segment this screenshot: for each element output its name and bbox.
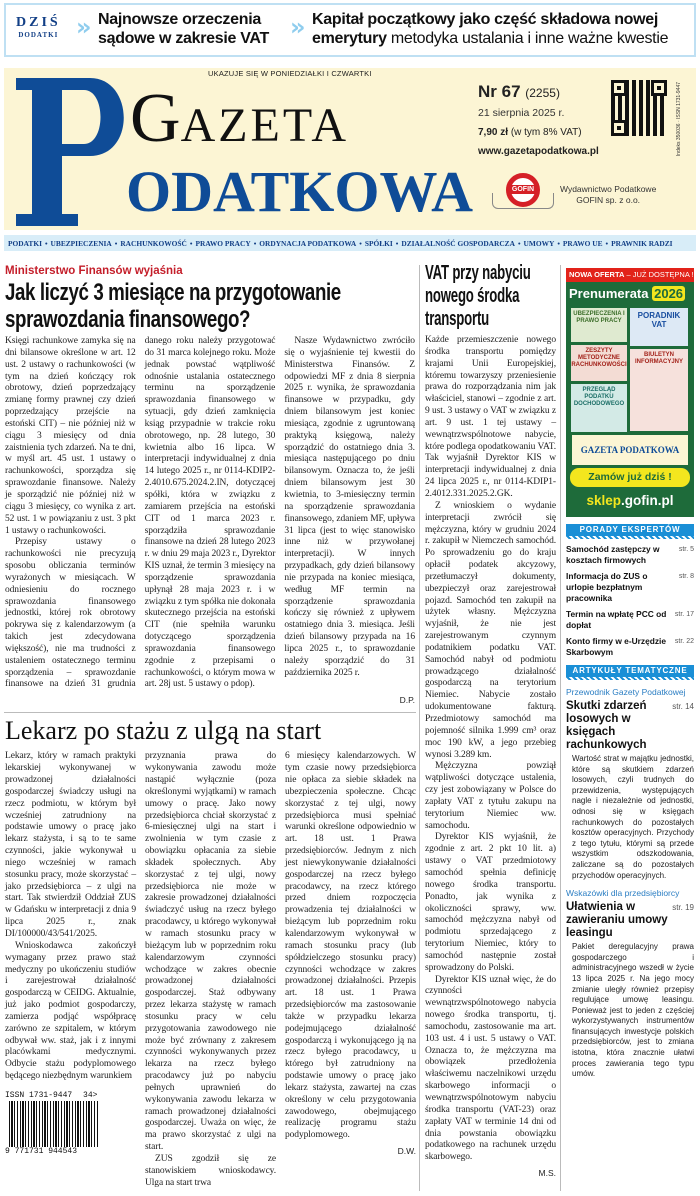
shop-link-a: sklep <box>586 493 622 508</box>
article-title[interactable]: Lekarz po stażu z ulgą na start <box>5 716 322 746</box>
article-kicker: Ministerstwo Finansów wyjaśnia <box>5 265 183 277</box>
nav-item[interactable]: RACHUNKOWOŚĆ <box>120 238 187 248</box>
issue-number: Nr 67 <box>478 82 521 101</box>
paragraph: Księgi rachunkowe zamyka się na dni bilansowe określone w art. 12 ust. 2 ustawy o rachunkowości (w tym na dzień kończący rok obrotowy, dzień poprzedzający zmianę formy prawnej czy dzień poprzedzający przejście na estoński CIT) – nie później niż w ciągu 3 miesięcy od dnia zaistnienia tych zdarzeń. Na te dni, w myśl art. 45 ust. 1 ustawy o rachunkowości, sporządza się sprawozdanie finansowe. Należy je sporządzić nie później niż w ciągu 3 miesięcy, co wynika z art. 52 ust. 1 w powiązaniu z ust. 3 pkt 1 ustawy o rachunkowości. <box>5 336 136 536</box>
nav-item[interactable]: UMOWY <box>523 238 555 248</box>
toc-page: str. 22 <box>674 638 694 645</box>
barcode-bars <box>9 1101 99 1147</box>
paragraph: Dyrektor KIS uznał więc, że do czynności wewnątrzwspólnotowego nabycia nowego środka transportu, tj. samochodu, zastosowanie ma art. 103 ust. 4 i ust. 5 ustawy o VAT. Oznacza to, że mężczyzna ma obowiązek przedłożenia właściwemu naczelnikowi urzędu skarbowego informacji o wewnątrzwspólnotowym nabyciu środka transportu (VAT-23) oraz zapłaty VAT w terminie 14 dni od dnia powstania obowiązku podatkowego na rachunek urzędu skarbowego. <box>425 974 556 1163</box>
toc-page: str. 17 <box>674 611 694 618</box>
article-divider <box>4 712 416 713</box>
toc-page: str. 8 <box>678 573 694 580</box>
publisher-line: GOFIN sp. z o.o. <box>576 195 641 205</box>
nav-item[interactable]: PRAWO PRACY <box>195 238 251 248</box>
chevron-right-icon: » <box>290 13 306 41</box>
logo-gazeta: GAZETA <box>130 79 350 157</box>
logo-letter-p <box>12 78 130 226</box>
publisher <box>560 184 656 206</box>
teaser-line: Kapitał początkowy jako część składowa nowej <box>312 11 659 28</box>
title-text: Skutki zdarzeń losowych w księgach rachunkowych <box>566 700 647 751</box>
article-column <box>5 751 136 1189</box>
teaser-line: Najnowsze orzeczenia <box>98 11 261 28</box>
article-body-column <box>5 751 136 1083</box>
nav-separator: • <box>517 238 521 248</box>
author-signature: D.W. <box>397 1146 416 1157</box>
sidebar-article-summary: Pakiet deregulacyjny prawa gospodarczego i administracyjnego wszedł w życie 13 lipca 2025 r. Na jego mocy zmianie uległy również przepisy regulujące umowę leasingu. Ponieważ jest to jeden z częściej wykorzystywanych instrumentów finansujących inwestycje polskich przedsiębiorców, jest to zmiana istotna, która znacznie ułatwi proces zawierania tego typu umów. <box>572 942 694 1079</box>
article-body-column <box>145 751 276 1189</box>
column-divider <box>419 265 420 1191</box>
issn-barcode <box>5 1091 110 1157</box>
qr-code[interactable] <box>611 80 667 136</box>
newspaper-logo <box>126 69 473 226</box>
toc-title: Termin na wpłatę PCC od dopłat <box>566 609 667 630</box>
sidebar-kicker: Przewodnik Gazety Podatkowej <box>566 687 686 697</box>
ad-banner-bold: NOWA OFERTA <box>569 270 625 279</box>
paragraph: ZUS zgodził się ze stanowiskiem wnioskodawcy. Ulga na start trwa <box>145 1154 276 1188</box>
paragraph: Przepisy ustawy o rachunkowości nie precyzują sposobu obliczania terminów wyrażonych w miesiącach. W odniesieniu do rocznego sprawozdania finansowego jednostki, której rok obrotowy pokrywa się z kalendarzowym (a takich jest zdecydowana większość), nie ma trudności z ustaleniem ostatecznego terminu sporządzenia – sprawozdanie finansowe na dzień 31 grudnia danego roku należy przygotować do 31 marca kolejnego roku. Może jednak powstać wątpliwość odnośnie ustalania ostatecznego terminu na sporządzenie sprawozdania finansowego w sytuacji, gdy dzień zamknięcia ksiąg przypadnie w trakcie roku obrotowego, np. 28 lutego, 30 kwietnia albo 16 lipca. W interpretacji indywidualnej z dnia 14 lutego 2025 r., nr 0114-KDIP2-2.4010.675.2024.2.IN, dotyczącej spółki, która w związku z zamiarem przejścia na estoński CIT od 1 marca 2023 r. sporządziła sprawozdanie finansowe na dzień 28 lutego 2023 r. w dniu 29 maja 2023 r., Dyrektor KIS uznał, że termin 3 miesięcy na sporządzenie sprawozdania upłynął 28 maja 2023 r. i w związku z tym spółka nie dokonała skutecznego przejścia na estoński CIT (nie spełniła warunku dotyczącego sporządzenia sprawozdania finansowego zgodnie z przepisami o rachunkowości, o którym mowa w art. 28j ust. 5 ustawy o pdop). <box>5 336 276 690</box>
toc-item[interactable] <box>566 571 694 604</box>
top-banner <box>4 3 696 57</box>
artykuly-list <box>566 686 694 1080</box>
sidebar-kicker: Wskazówki dla przedsiębiorcy <box>566 888 680 899</box>
price: 7,90 zł <box>478 127 509 138</box>
ad-year: 2026 <box>654 286 684 301</box>
middle-region <box>425 262 556 1179</box>
nav-item[interactable]: UBEZPIECZENIA <box>50 238 112 248</box>
teaser-bold: emerytury <box>312 30 387 47</box>
publication-schedule: UKAZUJE SIĘ W PONIEDZIAŁKI I CZWARTKI <box>208 69 372 78</box>
publisher-line: Wydawnictwo Podatkowe <box>560 184 657 194</box>
toc-item[interactable] <box>566 609 694 631</box>
toc-title: Samochód zastępczy w kosztach firmowych <box>566 544 660 565</box>
gofin-logo-text: GOFIN <box>509 185 537 194</box>
toc-title: Konto firmy w e-Urzędzie Skarbowym <box>566 636 667 657</box>
teaser-pension-capital[interactable] <box>312 10 668 48</box>
teaser-line: sądowe w zakresie VAT <box>98 30 269 47</box>
order-now-button[interactable]: Zamów już dziś ! <box>570 468 690 487</box>
paragraph: Z wnioskiem o wydanie interpretacji zwrócił się mężczyzna, który w grudniu 2024 r. zakupił w Niemczech samochód. Po sprowadzeniu go do kraju opłacił podatek akcyzowy, przetłumaczył dokumenty, ubezpieczył oraz zarejestrował pojazd. Samochód ten zakupił na użytek własny. Mężczyzna wyjaśnił, że nie jest zarejestrowanym czynnym podatnikiem podatku VAT. Samochód nabył od podmiotu prowadzącego działalność gospodarczą na terytorium Niemiec. Nabycie zostało udokumentowane fakturą. Przedmiotowy samochód ma pojemność silnika 1.999 cm³ oraz moc 190 kW, a jego przebieg wynosi 3.289 km. <box>425 500 556 760</box>
paragraph: 6 miesięcy kalendarzowych. W tym czasie nowy przedsiębiorca nie opłaca za siebie składek na ubezpieczenia społeczne. Chcąc skorzystać z tej ulgi, nowy przedsiębiorca musi spełniać warunki określone odpowiednio w art. 18 ust. 1 Prawa przedsiębiorców. Jednym z nich jest niewykonywanie działalności gospodarczej na rzecz byłego pracodawcy, na rzecz którego przed dniem rozpoczęcia prowadzenia tej działalności w bieżącym lub poprzednim roku kalendarzowym wykonywał w ramach stosunku pracy (lub spółdzielczego stosunku pracy) czynności wchodzące w zakres prowadzonej działalności. Przepis art. 18 ust. 1 Prawa przedsiębiorców ma zastosowanie także w przypadku lekarza podejmującego działalność gospodarczą i wykonującego ją na rzecz byłego pracodawcy, u którego był zatrudniony na podstawie umowy o pracę jako lekarz stażysta, zawartej na czas określony w celu przygotowania zawodowego, obejmującego realizację programu stażu podyplomowego. <box>285 751 416 1141</box>
page-ref: str. 19 <box>672 903 694 913</box>
teaser-vat-rulings[interactable] <box>98 10 269 48</box>
barcode-number: 9 771731 944543 <box>5 1146 78 1156</box>
website-link[interactable]: www.gazetapodatkowa.pl <box>478 146 599 157</box>
index-issn-vertical: Indeks 350036 · ISSN 1731-9447 <box>676 82 682 157</box>
masthead <box>4 68 696 230</box>
barcode-suffix: 34> <box>83 1090 98 1100</box>
issue-date: 21 sierpnia 2025 r. <box>478 107 565 119</box>
section-nav <box>4 235 696 251</box>
paragraph: Każde przemieszczenie nowego środka transportu pomiędzy krajami Unii Europejskiej, któremu towarzyszy przeniesienie prawa do rozporządzania nim jak właściciel, stanowi – zgodnie z art. 9 ust. 3 ustawy o VAT w związku z art. 9 ust. 1 tej ustawy – wewnątrzwspólnotowe nabycie, które podlega opodatkowaniu VAT. Tak wyjaśnił Dyrektor KIS w interpretacji indywidualnej z dnia 24 lipca 2025 r., nr 0114-KDIP1-2.4012.331.2025.2.GK. <box>425 335 556 499</box>
nav-item[interactable]: PRAWO UE <box>562 238 603 248</box>
magazine-cover: UBEZPIECZENIA I PRAWO PRACY <box>571 308 627 342</box>
nav-item[interactable]: PODATKI <box>8 238 42 248</box>
nav-separator: • <box>605 238 609 248</box>
article-body <box>5 336 415 691</box>
artykuly-tematyczne-header: ARTYKUŁY TEMATYCZNE <box>566 665 694 680</box>
column-divider <box>560 265 561 1191</box>
magazine-cover: PRZEGLĄD PODATKU DOCHODOWEGO <box>571 384 627 432</box>
nav-item[interactable]: PRAWNIK RADZI <box>611 238 673 248</box>
shop-link[interactable] <box>566 492 694 510</box>
ad-title-text: Prenumerata <box>569 286 649 301</box>
nav-item[interactable]: DZIAŁALNOŚĆ GOSPODARCZA <box>401 238 515 248</box>
toc-page: str. 5 <box>678 546 694 553</box>
ad-title <box>566 282 694 306</box>
magazine-cover: BIULETYN INFORMACYJNY <box>630 349 688 431</box>
issn-label: ISSN 1731-9447 <box>5 1090 73 1100</box>
dzis-dodatki-label <box>16 15 61 39</box>
ad-banner-rest: – JUŻ DOSTĘPNA ! <box>624 270 694 279</box>
magazine-cover: GAZETA PODATKOWA <box>572 435 688 465</box>
sidebar-article-title[interactable] <box>566 901 694 940</box>
logo-odatkowa: ODATKOWA <box>126 159 473 225</box>
sidebar <box>566 268 694 1080</box>
price-vat-note: (w tym 8% VAT) <box>510 127 582 138</box>
author-signature: M.S. <box>538 1168 556 1179</box>
nav-separator: • <box>44 238 48 248</box>
article-title[interactable] <box>5 279 341 333</box>
paragraph: Mężczyzna powziął wątpliwości dotyczące ustalenia, czy jest zobowiązany w Polsce do zapłaty VAT z tytułu zakupu na terytorium Niemiec ww. samochodu. <box>425 761 556 831</box>
issue-info <box>478 82 599 157</box>
issue-total: (2255) <box>525 86 560 100</box>
dodatki-label: DODATKI <box>18 31 59 39</box>
gofin-logo <box>492 173 554 211</box>
sidebar-article-summary: Wartość strat w majątku jednostki, które są skutkiem zdarzeń losowych, czyli trudnych do przewidzenia, występujących nagle i niezależnie od jednostki, odnosi się w księgach rachunkowych do pozostałych kosztów operacyjnych. Przychody z tego tytułu, którymi są przede wszystkim odszkodowania, zaliczane są do pozostałych przychodów operacyjnych. <box>572 754 694 880</box>
paragraph: Dyrektor KIS wyjaśnił, że zgodnie z art. 2 pkt 10 lit. a) ustawy o VAT przedmiotowy samochód spełnia definicję nowego środka transportu. Ponadto, jak wynika z okoliczności sprawy, ww. samochód mężczyzna nabył od podmiotu sprzedającego z terytorium Niemiec, który to samochód następnie został sprowadzony do Polski. <box>425 832 556 973</box>
nav-separator: • <box>557 238 560 248</box>
paragraph: Lekarz, który w ramach praktyki lekarskiej wykonywanej w prowadzonej działalności gospodarczej świadczy usługi na rzecz podmiotu, w którym był wcześniej zatrudniony na podstawie umowy o pracę jako lekarz stażysta, i są to te same czynności, jakie wykonywał u niego wcześniej w ramach stosunku pracy, może skorzystać – jako przedsiębiorca – z ulgi na start. Tak stwierdził Oddział ZUS w Gdańsku w interpretacji z dnia 9 lipca 2025 r., znak DI/100000/43/541/2025. <box>5 751 136 939</box>
title-line: Jak liczyć 3 miesiące na przygotowanie <box>5 279 341 306</box>
article-body-column <box>285 751 416 1142</box>
nav-separator: • <box>189 238 193 248</box>
porady-ekspertow-header: PORADY EKSPERTÓW <box>566 524 694 539</box>
nav-separator: • <box>359 238 362 248</box>
ad-banner <box>566 268 694 282</box>
dzis-label: DZIŚ <box>16 15 61 30</box>
subscription-ad[interactable] <box>566 268 694 517</box>
shop-link-b: .gofin.pl <box>621 493 674 508</box>
left-region <box>5 264 415 1190</box>
porady-list <box>566 544 694 658</box>
nav-item[interactable]: ORDYNACJA PODATKOWA <box>259 238 357 248</box>
paragraph: Wnioskodawca zakończył wymagany przez prawo staż medyczny po ukończeniu studiów i zarejestrował działalność gospodarczą w CEIDG. Aktualnie, już jako podmiot gospodarczy, zamierza podjąć współpracę zarówno ze szpitalem, w którym odbywał ww. staż, jak i z innymi placówkami medycznymi. Odbycie stażu podyplomowego będącego niezbędnym warunkiem <box>5 940 136 1082</box>
article-columns <box>5 751 415 1189</box>
nav-separator: • <box>253 238 257 248</box>
nav-separator: • <box>395 238 399 248</box>
chevron-right-icon: » <box>76 13 92 41</box>
sidebar-article-title[interactable] <box>566 700 694 752</box>
magazine-cover: PORADNIK VAT <box>630 308 688 346</box>
magazine-cover: ZESZYTY METODYCZNE RACHUNKOWOŚCI <box>571 345 627 381</box>
nav-item[interactable]: SPÓŁKI <box>364 238 393 248</box>
nav-separator: • <box>114 238 118 248</box>
article-title[interactable]: VAT przy nabyciu nowego środka transportu <box>425 262 531 330</box>
toc-item[interactable] <box>566 636 694 658</box>
article-column <box>285 751 416 1189</box>
paragraph: Nasze Wydawnictwo zwróciło się o wyjaśnienie tej kwestii do Ministerstwa Finansów. Z odpowiedzi MF z dnia 8 sierpnia 2025 r. wynika, że sprawozdania finansowe w przypadku, gdy dniem bilansowym jest koniec miesiąca, zgodnie z ugruntowaną praktyką księgową, należy sporządzić do ostatniego dnia 3. miesiąca następującego po dniu bilansowym. Oznacza to, że jeśli dniem bilansowym jest 30 kwietnia, to 3-miesięczny termin na sporządzenie sprawozdania finansowego, zdaniem MF, upływa 31 lipca (jest to więc stanowisko inne niż w przywołanej interpretacji). W innych przypadkach, gdy dzień bilansowy nie przypada na koniec miesiąca, według MF termin na sporządzenie sprawozdania kończy się również z upływem ostatniego dnia 3. miesiąca. Jeśli dzień bilansowy przypada na 16 lipca 2025 r., to sprawozdanie należy sporządzić do 31 października 2025 r. <box>284 336 415 678</box>
toc-item[interactable] <box>566 544 694 566</box>
page-ref: str. 14 <box>672 702 694 711</box>
paragraph: przyznania prawa do wykonywania zawodu może nastąpić wyłącznie (poza określonymi wyjątkami) w ramach umowy o pracę. Jako nowy przedsiębiorca chciał skorzystać z 6-miesięcznej ulgi na start i zwolnienia w tym czasie z obowiązku opłacania za siebie składek społecznych. Aby skorzystać z tej ulgi, nowy przedsiębiorca nie może w zakresie prowadzonej działalności świadczyć usług na rzecz byłego pracodawcy, u którego wykonywał w ramach stosunku pracy w bieżącym lub w poprzednim roku kalendarzowym czynności wchodzące w zakres obecnie prowadzonej działalności gospodarczej. Staż odbywany przez lekarza stażystę w ramach stosunku pracy w celu przygotowania zawodowego nie może być zrównany z zakresem czynności wykonywanych przez lekarza na rzecz byłego pracodawcy już po nabyciu pełnych uprawnień do wykonywania zawodu lekarza w ramach prowadzonej działalności gospodarczej. Uważa on więc, że ma prawo skorzystać z ulgi na start. <box>145 751 276 1153</box>
article-body <box>425 335 556 1164</box>
teaser-rest: metodyka ustalania i inne ważne kwestie <box>386 30 669 47</box>
title-text: Ułatwienia w zawieraniu umowy leasingu <box>566 901 668 940</box>
title-line: sprawozdania finansowego? <box>5 306 251 333</box>
author-signature: D.P. <box>399 695 415 706</box>
toc-title: Informacja do ZUS o urlopie bezpłatnym pracownika <box>566 571 648 603</box>
